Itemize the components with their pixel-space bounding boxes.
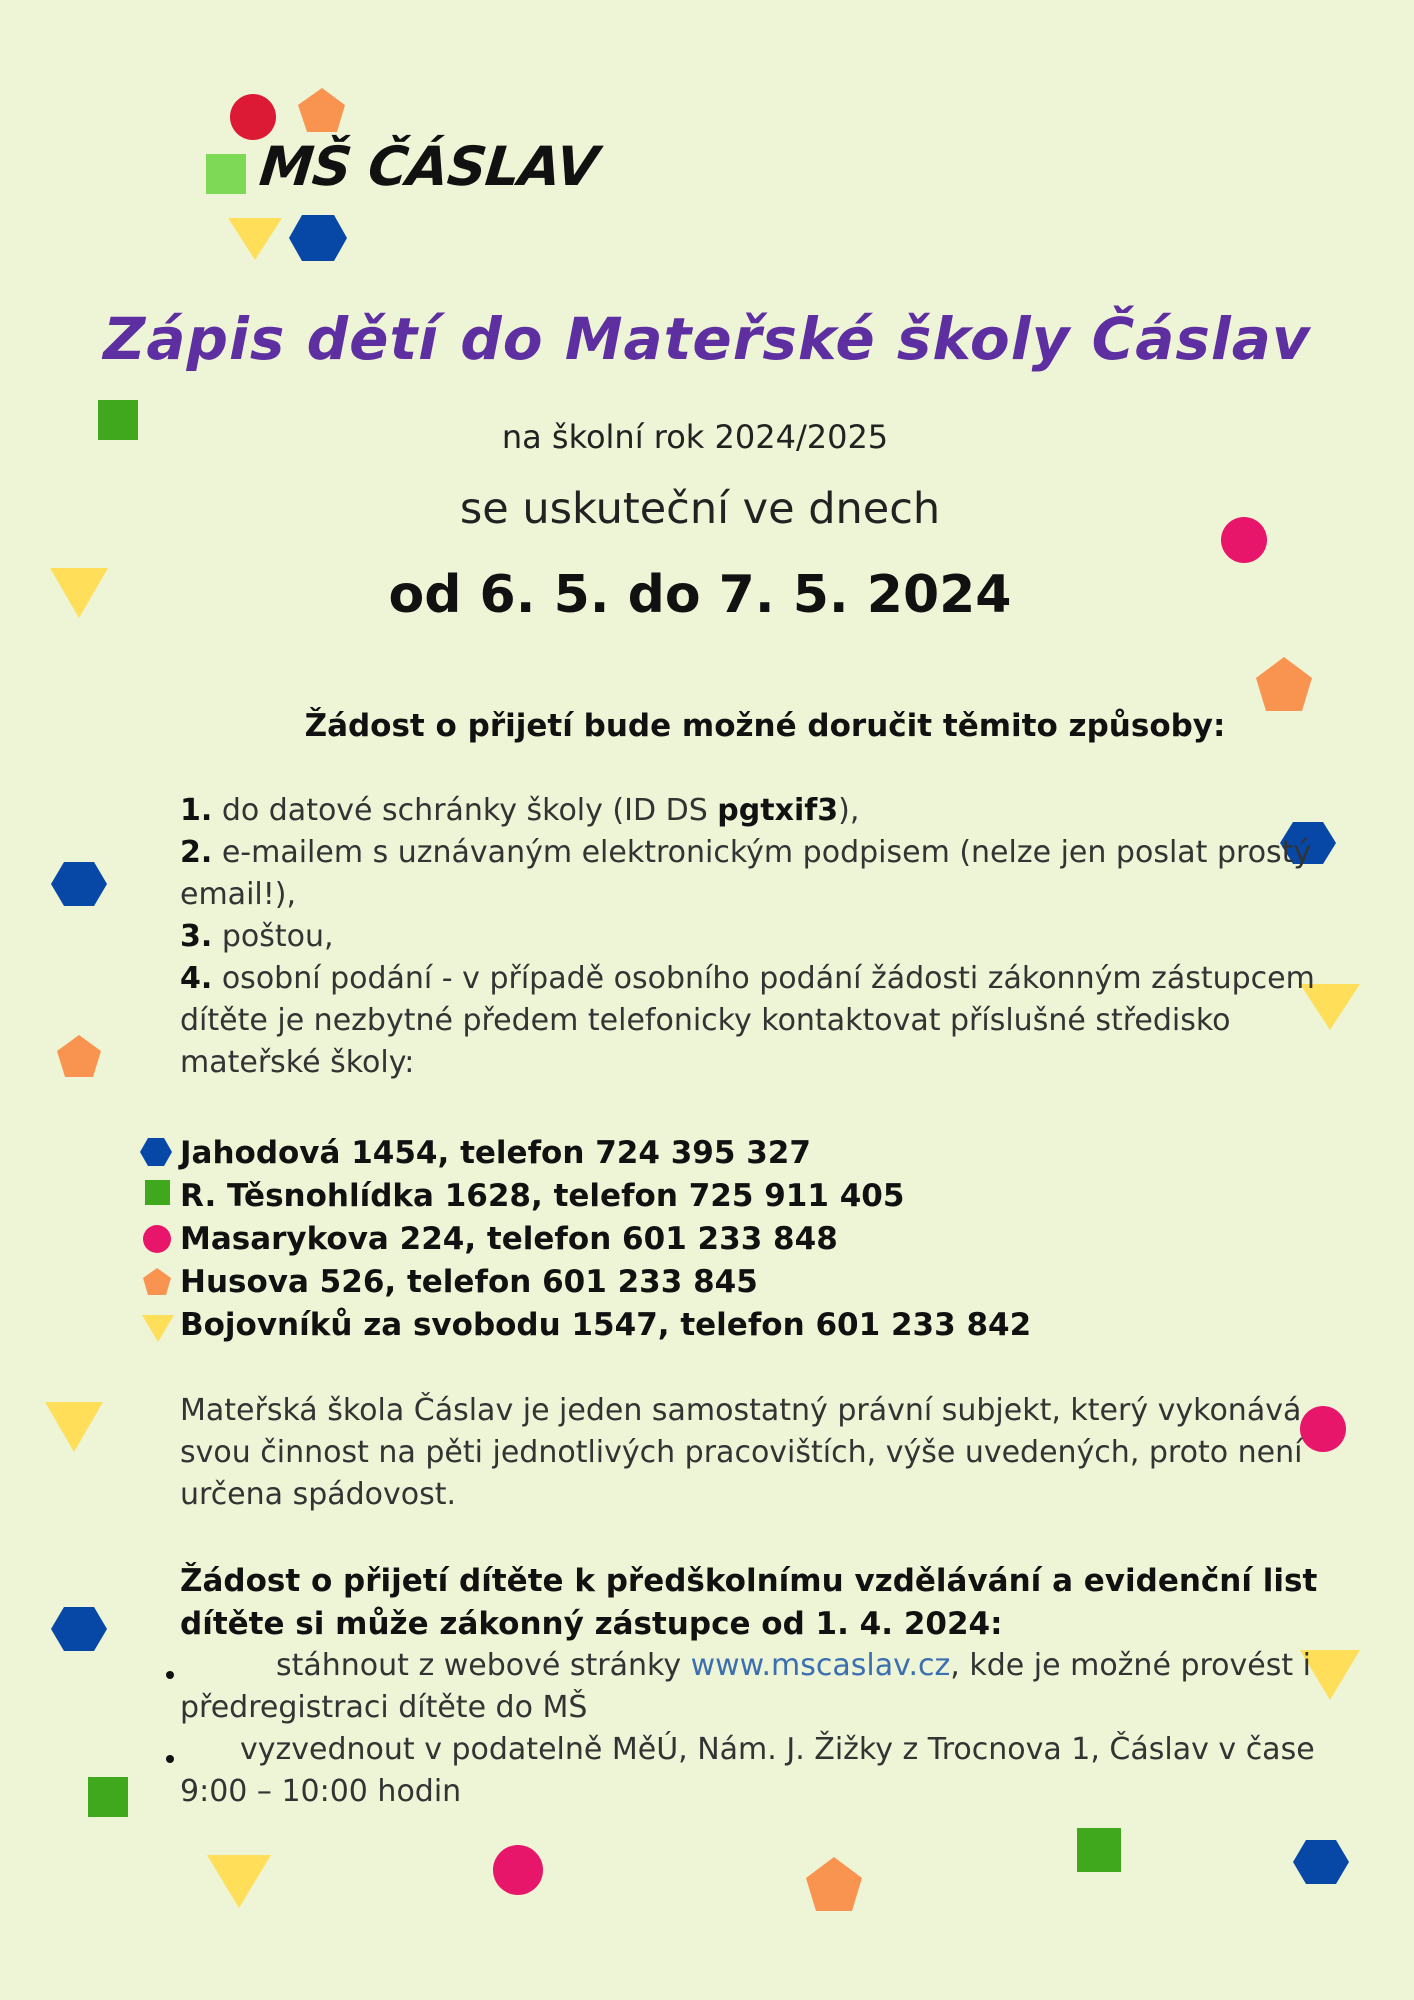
date-range: od 6. 5. do 7. 5. 2024 (388, 565, 1012, 625)
yellow-triangle-icon (207, 1855, 271, 1908)
branch-item: Husova 526, telefon 601 233 845 (180, 1264, 758, 1300)
blue-hexagon-icon (1293, 1840, 1349, 1884)
application-heading: Žádost o přijetí dítěte k předškolnímu vzdělávání a evidenční list dítěte si může zákonný zástupce od 1. 4. 2024: (180, 1563, 1318, 1642)
website-link[interactable]: www.mscaslav.cz (690, 1648, 951, 1683)
blue-hexagon-icon (51, 1607, 107, 1651)
submission-methods (180, 790, 1350, 1084)
branch-item: Bojovníků za svobodu 1547, telefon 601 233 842 (180, 1307, 1032, 1343)
branch-list (180, 1132, 1031, 1347)
yellow-triangle-icon (45, 1402, 103, 1452)
bullet-item: vyzvednout v podatelně MěÚ, Nám. J. Žižky z Trocnova 1, Čáslav v čase 9:00 – 10:00 hodin (180, 1729, 1330, 1813)
bullet-item: stáhnout z webové stránky www.mscaslav.cz, kde je možné provést i předregistraci dítěte do MŠ (180, 1645, 1330, 1729)
branch-blue-hexagon-icon (140, 1138, 172, 1166)
logo-blue-hexagon-icon (289, 215, 347, 261)
green-square-icon (1077, 1828, 1121, 1872)
request-heading: Žádost o přijetí bude možné doručit těmito způsoby: (304, 708, 1226, 744)
logo-text: MŠ ČÁSLAV (256, 135, 601, 198)
application-bullets (180, 1645, 1330, 1813)
method-item: 4. osobní podání - v případě osobního podání žádosti zákonným zástupcem dítěte je nezbytné předem telefonicky kontaktovat příslušné středisko mateřské školy: (180, 961, 1315, 1080)
info-paragraph: Mateřská škola Čáslav je jeden samostatný právní subjekt, který vykonává svou činnost na pěti jednotlivých pracovištích, výše uvedených, proto není určena spádovost. (180, 1393, 1303, 1512)
method-item: 2. e-mailem s uznávaným elektronickým podpisem (nelze jen poslat prostý email!), (180, 835, 1312, 912)
branch-pink-circle-icon (143, 1225, 171, 1253)
green-square-icon (88, 1777, 128, 1817)
pink-circle-icon (493, 1845, 543, 1895)
logo-red-circle-icon (230, 94, 276, 140)
blue-hexagon-icon (51, 862, 107, 906)
branch-item: Masarykova 224, telefon 601 233 848 (180, 1221, 838, 1257)
bullet-dot-icon (166, 1671, 174, 1679)
page-title: Zápis dětí do Mateřské školy Čáslav (103, 305, 1311, 373)
orange-pentagon-icon (806, 1857, 862, 1911)
method-item: 1. do datové schránky školy (ID DS pgtxif3), (180, 793, 860, 828)
branch-yellow-triangle-icon (142, 1315, 174, 1342)
held-on-text: se uskuteční ve dnech (459, 484, 941, 534)
logo-yellow-triangle-icon (228, 218, 282, 260)
orange-pentagon-icon (57, 1035, 101, 1077)
logo-orange-pentagon-icon (298, 88, 345, 132)
school-year: na školní rok 2024/2025 (501, 418, 889, 456)
branch-item: Jahodová 1454, telefon 724 395 327 (180, 1135, 811, 1171)
branch-item: R. Těsnohlídka 1628, telefon 725 911 405 (180, 1178, 905, 1214)
orange-pentagon-icon (1256, 657, 1312, 711)
branch-orange-pentagon-icon (143, 1268, 171, 1295)
branch-green-square-icon (145, 1180, 170, 1205)
method-item: 3. poštou, (180, 919, 334, 954)
bullet-dot-icon (166, 1755, 174, 1763)
logo-green-square-icon (206, 154, 246, 194)
